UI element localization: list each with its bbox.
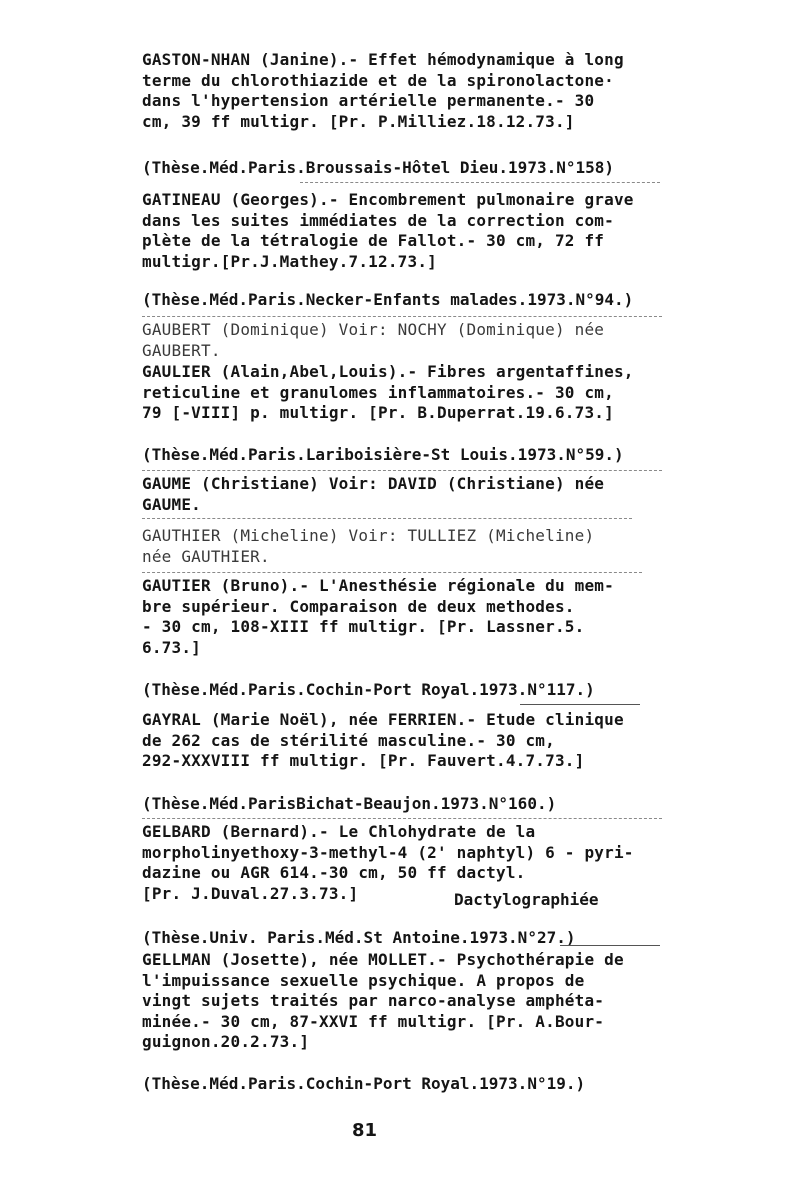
catalog-entry-gaume: [142, 474, 662, 515]
page-number: 81: [352, 1120, 378, 1141]
catalog-entry-gauthier: [142, 526, 662, 567]
entry-line: minée.- 30 cm, 87-XXVI ff multigr. [Pr. A.Bour-: [142, 1011, 605, 1031]
entry-line: dazine ou AGR 614.-30 cm, 50 ff dactyl.: [142, 863, 526, 882]
separator-rule: [560, 945, 660, 946]
entry-line: reticuline et granulomes inflammatoires.- 30 cm,: [142, 382, 614, 402]
entry-line: terme du chlorothiazide et de la spironolactone·: [142, 70, 614, 90]
entry-line: [Pr. J.Duval.27.3.73.]: [142, 883, 359, 903]
thesis-reference: (Thèse.Méd.ParisBichat-Beaujon.1973.N°160.): [142, 794, 557, 813]
entry-line: plète de la tétralogie de Fallot.- 30 cm, 72 ff: [142, 231, 605, 250]
catalog-entry-gaulier: [142, 362, 662, 424]
entry-line: GAUTHIER (Micheline) Voir: TULLIEZ (Micheline): [142, 526, 595, 545]
entry-line: née GAUTHIER.: [142, 546, 270, 566]
separator-rule: [520, 704, 640, 705]
entry-line: 292-XXXVIII ff multigr. [Pr. Fauvert.4.7.73.]: [142, 751, 585, 770]
entry-line: vingt sujets traités par narco-analyse amphéta-: [142, 991, 605, 1010]
entry-line: GAUBERT.: [142, 340, 221, 360]
separator-rule: [142, 818, 662, 819]
entry-line: de 262 cas de stérilité masculine.- 30 cm,: [142, 730, 555, 750]
thesis-reference: (Thèse.Méd.Paris.Cochin-Port Royal.1973.N°19.): [142, 1074, 586, 1093]
entry-line: 79 [-VIII] p. multigr. [Pr. B.Duperrat.19.6.73.]: [142, 403, 614, 422]
entry-line: GELLMAN (Josette), née MOLLET.- Psychothérapie de: [142, 950, 624, 969]
entry-line: GATINEAU (Georges).- Encombrement pulmonaire grave: [142, 190, 634, 209]
thesis-reference: (Thèse.Méd.Paris.Necker-Enfants malades.1973.N°94.): [142, 290, 634, 309]
catalog-entry-gaston-nhan: [142, 50, 662, 132]
entry-line: guignon.20.2.73.]: [142, 1032, 310, 1051]
thesis-reference: (Thèse.Méd.Paris.Lariboisière-St Louis.1973.N°59.): [142, 445, 624, 464]
catalog-entry-gellman: [142, 950, 662, 1053]
entry-line: GAYRAL (Marie Noël), née FERRIEN.- Etude clinique: [142, 710, 624, 729]
catalog-entry-gautier: [142, 576, 662, 658]
entry-line: GASTON-NHAN (Janine).- Effet hémodynamique à long: [142, 50, 624, 69]
entry-line: 6.73.]: [142, 637, 201, 657]
entry-line: GELBARD (Bernard).- Le Chlohydrate de la: [142, 822, 536, 841]
entry-line: GAUTIER (Bruno).- L'Anesthésie régionale du mem-: [142, 576, 614, 595]
entry-line: bre supérieur. Comparaison de deux methodes.: [142, 596, 575, 616]
entry-line: GAUBERT (Dominique) Voir: NOCHY (Dominique) née: [142, 320, 605, 339]
catalog-entry-gayral: [142, 710, 662, 772]
thesis-reference: (Thèse.Univ. Paris.Méd.St Antoine.1973.N°27.): [142, 928, 576, 947]
entry-line: GAUME (Christiane) Voir: DAVID (Christiane) née: [142, 474, 605, 493]
thesis-reference: (Thèse.Méd.Paris.Cochin-Port Royal.1973.N°117.): [142, 680, 595, 699]
separator-rule: [142, 572, 642, 573]
entry-line: GAULIER (Alain,Abel,Louis).- Fibres argentaffines,: [142, 362, 634, 381]
entry-line: GAUME.: [142, 494, 201, 514]
thesis-reference: (Thèse.Méd.Paris.Broussais-Hôtel Dieu.1973.N°158): [142, 158, 615, 177]
separator-rule: [142, 518, 632, 519]
entry-line: dans l'hypertension artérielle permanente.- 30: [142, 91, 595, 110]
separator-rule: [300, 182, 660, 183]
entry-line: cm, 39 ff multigr. [Pr. P.Milliez.18.12.73.]: [142, 111, 575, 131]
separator-rule: [142, 470, 662, 471]
entry-line: multigr.[Pr.J.Mathey.7.12.73.]: [142, 251, 437, 271]
catalog-entry-gatineau: [142, 190, 662, 272]
entry-line: l'impuissance sexuelle psychique. A propos de: [142, 970, 585, 990]
entry-line: - 30 cm, 108-XIII ff multigr. [Pr. Lassner.5.: [142, 617, 585, 636]
typed-annotation: Dactylographiée: [454, 890, 599, 909]
entry-line: morpholinyethoxy-3-methyl-4 (2' naphtyl) 6 - pyri-: [142, 842, 634, 862]
entry-line: dans les suites immédiates de la correction com-: [142, 210, 614, 230]
separator-rule: [142, 316, 662, 317]
catalog-entry-gaubert: [142, 320, 662, 361]
